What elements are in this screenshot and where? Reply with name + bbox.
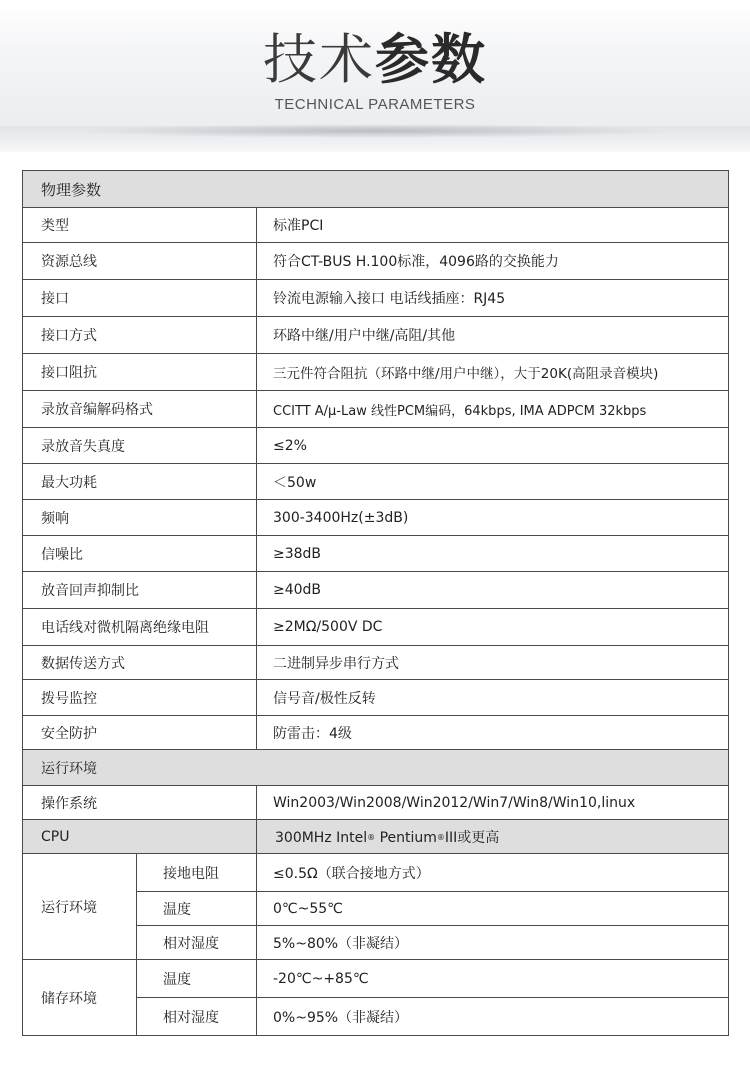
row-label: 类型 — [23, 208, 257, 243]
row-label: 电话线对微机隔离绝缘电阻 — [23, 609, 257, 646]
row-value: ≥40dB — [257, 572, 729, 609]
table-row — [23, 680, 729, 716]
row-value: -20℃~+85℃ — [257, 960, 729, 998]
table-row — [23, 317, 729, 354]
table-row — [23, 960, 729, 998]
row-value: 铃流电源输入接口 电话线插座：RJ45 — [257, 280, 729, 317]
row-value: Win2003/Win2008/Win2012/Win7/Win8/Win10,linux — [257, 786, 729, 820]
table-row — [23, 716, 729, 750]
parameters-table — [22, 170, 729, 1036]
row-value: 信号音/极性反转 — [257, 680, 729, 716]
table-row — [23, 854, 729, 892]
row-value: 5%~80%（非凝结） — [257, 926, 729, 960]
row-value: 符合CT-BUS H.100标准，4096路的交换能力 — [257, 243, 729, 280]
row-label: 接口 — [23, 280, 257, 317]
table-row — [23, 243, 729, 280]
section-row-environment — [23, 750, 729, 786]
row-label: 放音回声抑制比 — [23, 572, 257, 609]
row-label: CPU — [23, 820, 257, 854]
section-row-physical — [23, 171, 729, 208]
row-value: ≥2MΩ/500V DC — [257, 609, 729, 646]
row-value: 300-3400Hz(±3dB) — [257, 500, 729, 536]
row-label: 操作系统 — [23, 786, 257, 820]
row-value: CCITT A/μ-Law 线性PCM编码，64kbps, IMA ADPCM 32kbps — [257, 391, 729, 428]
row-label: 接口方式 — [23, 317, 257, 354]
row-value — [257, 820, 729, 854]
page-title-bold: 参数 — [375, 28, 487, 91]
row-value: 二进制异步串行方式 — [257, 646, 729, 680]
row-label: 频响 — [23, 500, 257, 536]
row-label: 录放音编解码格式 — [23, 391, 257, 428]
registered-mark: ® — [367, 832, 376, 842]
group-label-operating: 运行环境 — [23, 854, 137, 960]
row-label: 录放音失真度 — [23, 428, 257, 464]
row-value: 环路中继/用户中继/高阻/其他 — [257, 317, 729, 354]
row-value: ≤0.5Ω（联合接地方式） — [257, 854, 729, 892]
row-value: 标准PCI — [257, 208, 729, 243]
table-row-cpu — [23, 820, 729, 854]
table-row — [23, 428, 729, 464]
page-title-light: 技术 — [263, 28, 375, 91]
table-row — [23, 208, 729, 243]
row-value: 0℃~55℃ — [257, 892, 729, 926]
header-shadow — [70, 124, 680, 138]
table-row — [23, 786, 729, 820]
row-value: ＜50w — [257, 464, 729, 500]
group-label-storage: 储存环境 — [23, 960, 137, 1036]
registered-mark: ® — [436, 832, 445, 842]
row-sublabel: 接地电阻 — [137, 854, 257, 892]
section-title-environment: 运行环境 — [23, 750, 729, 786]
page-title — [0, 28, 750, 92]
row-sublabel: 温度 — [137, 892, 257, 926]
table-row — [23, 354, 729, 391]
row-value: ≤2% — [257, 428, 729, 464]
row-label: 拨号监控 — [23, 680, 257, 716]
cpu-value-part3: III或更高 — [444, 829, 500, 846]
row-label: 接口阻抗 — [23, 354, 257, 391]
row-label: 数据传送方式 — [23, 646, 257, 680]
row-sublabel: 相对湿度 — [137, 998, 257, 1036]
table-row — [23, 464, 729, 500]
section-title-physical: 物理参数 — [23, 171, 729, 208]
row-label: 安全防护 — [23, 716, 257, 750]
cpu-value-part2: Pentium — [375, 829, 437, 846]
row-label: 最大功耗 — [23, 464, 257, 500]
table-row — [23, 609, 729, 646]
row-value: 防雷击：4级 — [257, 716, 729, 750]
row-label: 信噪比 — [23, 536, 257, 572]
cpu-value-part1: 300MHz Intel — [275, 829, 368, 846]
table-row — [23, 572, 729, 609]
row-sublabel: 温度 — [137, 960, 257, 998]
table-row — [23, 500, 729, 536]
table-row — [23, 646, 729, 680]
row-sublabel: 相对湿度 — [137, 926, 257, 960]
row-value: 三元件符合阻抗（环路中继/用户中继），大于20K(高阻录音模块) — [257, 354, 729, 391]
page-subtitle: TECHNICAL PARAMETERS — [274, 96, 476, 113]
row-label: 资源总线 — [23, 243, 257, 280]
table-row — [23, 536, 729, 572]
table-row — [23, 280, 729, 317]
row-value: ≥38dB — [257, 536, 729, 572]
row-value: 0%~95%（非凝结） — [257, 998, 729, 1036]
table-row — [23, 391, 729, 428]
